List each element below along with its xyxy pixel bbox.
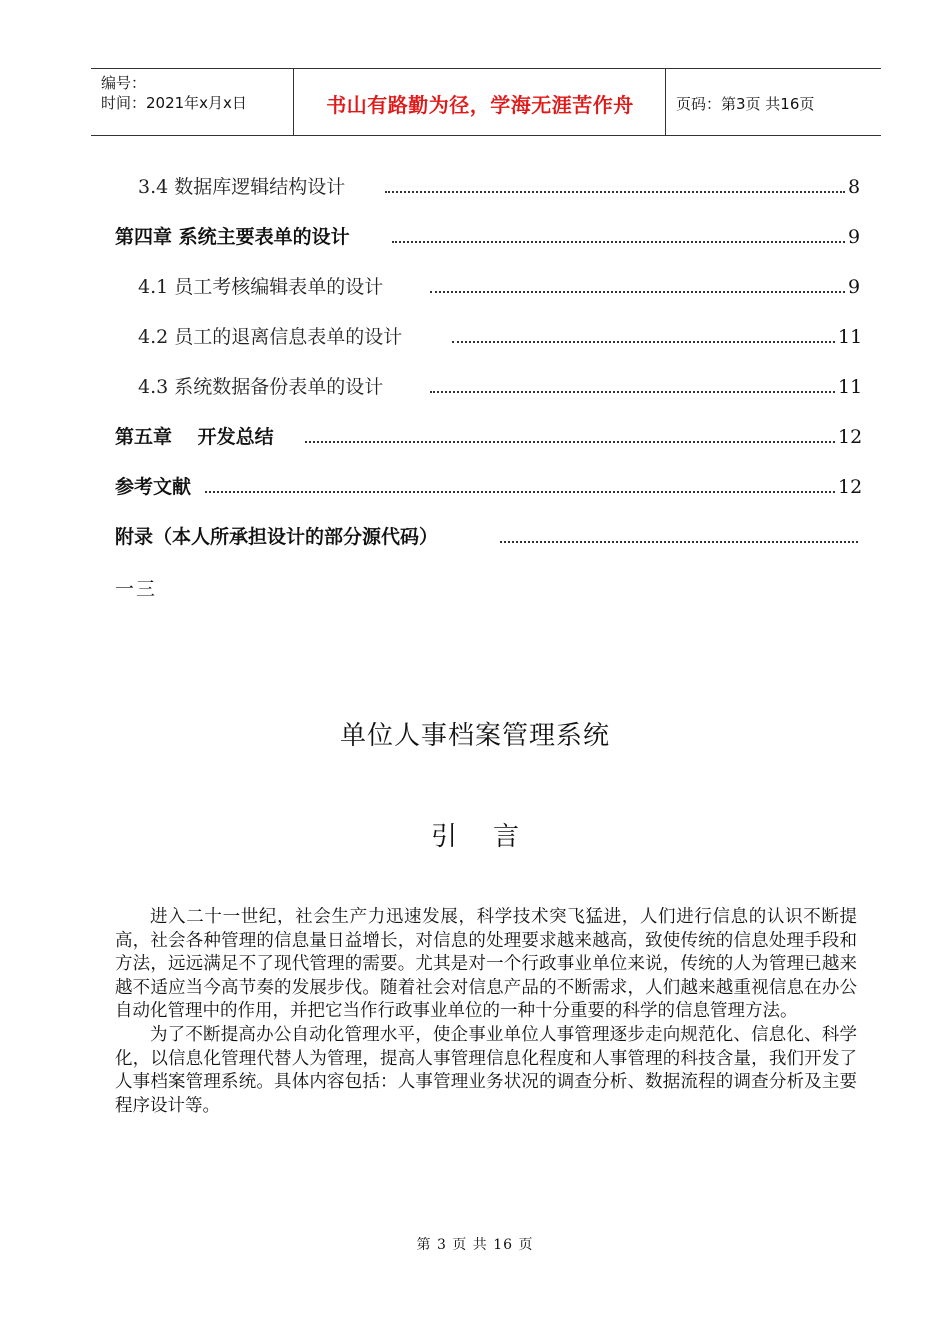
toc-leader-dots xyxy=(305,441,835,443)
header-meta xyxy=(101,73,247,113)
toc-entry-page: 12 xyxy=(838,426,863,448)
section-heading: 引言 xyxy=(430,822,555,852)
toc-entry-label: 参考文献 xyxy=(115,476,192,498)
paragraph: 进入二十一世纪，社会生产力迅速发展，科学技术突飞猛进，人们进行信息的认识不断提高，社会各种管理的信息量日益增长，对信息的处理要求越来越高，致使传统的信息处理手段和方法，远远满足不了现代管理的需要。尤其是对一个行政事业单位来说，传统的人为管理已越来越不适应当今高节奏的发展步伐。随着社会对信息产品的不断需求，人们越来越重视信息在办公自动化管理中的作用，并把它当作行政事业单位的一种十分重要的科学的信息管理方法。 xyxy=(115,907,857,1022)
toc-leader-dots xyxy=(385,191,845,193)
header-number: 编号： xyxy=(101,74,147,92)
page-footer: 第 3 页 共 16 页 xyxy=(416,1237,534,1253)
toc-entry[interactable] xyxy=(0,272,950,302)
toc-entry-label: 4.2 员工的退离信息表单的设计 xyxy=(138,326,403,348)
toc-entry-page: 12 xyxy=(838,476,863,498)
toc-entry[interactable] xyxy=(0,322,950,352)
toc-entry-label: 第四章 系统主要表单的设计 xyxy=(115,226,350,248)
toc-leader-dots xyxy=(392,241,845,243)
toc-entry-page: 9 xyxy=(848,276,861,298)
toc-entry-label: 4.3 系统数据备份表单的设计 xyxy=(138,376,384,398)
header-motto: 书山有路勤为径，学海无涯苦作舟 xyxy=(326,92,634,117)
toc-entry[interactable] xyxy=(0,222,950,252)
toc-leader-dots xyxy=(430,391,835,393)
toc-entry-page: 9 xyxy=(848,226,861,248)
toc-entry[interactable] xyxy=(0,522,950,552)
toc-entry[interactable] xyxy=(0,422,950,452)
toc-entry[interactable] xyxy=(0,372,950,402)
header-time: 时间：2021年x月x日 xyxy=(101,94,247,112)
stray-text: 一三 xyxy=(115,578,158,600)
header-divider xyxy=(665,69,666,135)
page-header xyxy=(91,68,881,136)
toc-entry-page: 11 xyxy=(838,376,863,398)
toc-entry[interactable] xyxy=(0,472,950,502)
toc-entry-label: 附录（本人所承担设计的部分源代码） xyxy=(115,526,439,548)
toc-entry-label: 4.1 员工考核编辑表单的设计 xyxy=(138,276,384,298)
body-text xyxy=(115,906,857,1118)
toc-entry-label: 3.4 数据库逻辑结构设计 xyxy=(138,176,346,198)
toc-entry[interactable] xyxy=(0,172,950,202)
toc-leader-dots xyxy=(430,291,845,293)
toc-entry-page: 8 xyxy=(848,176,861,198)
paragraph: 为了不断提高办公自动化管理水平，使企事业单位人事管理逐步走向规范化、信息化、科学化，以信息化管理代替人为管理，提高人事管理信息化程度和人事管理的科技含量，我们开发了人事档案管理系统。具体内容包括：人事管理业务状况的调查分析、数据流程的调查分析及主要程序设计等。 xyxy=(115,1024,857,1116)
toc-leader-dots xyxy=(452,341,835,343)
toc-entry-page: 11 xyxy=(838,326,863,348)
header-page-number: 页码：第3页 共16页 xyxy=(676,94,815,113)
document-title: 单位人事档案管理系统 xyxy=(339,721,610,751)
toc-leader-dots xyxy=(500,541,858,543)
toc-entry-label: 第五章 开发总结 xyxy=(115,426,274,448)
toc-leader-dots xyxy=(205,491,835,493)
